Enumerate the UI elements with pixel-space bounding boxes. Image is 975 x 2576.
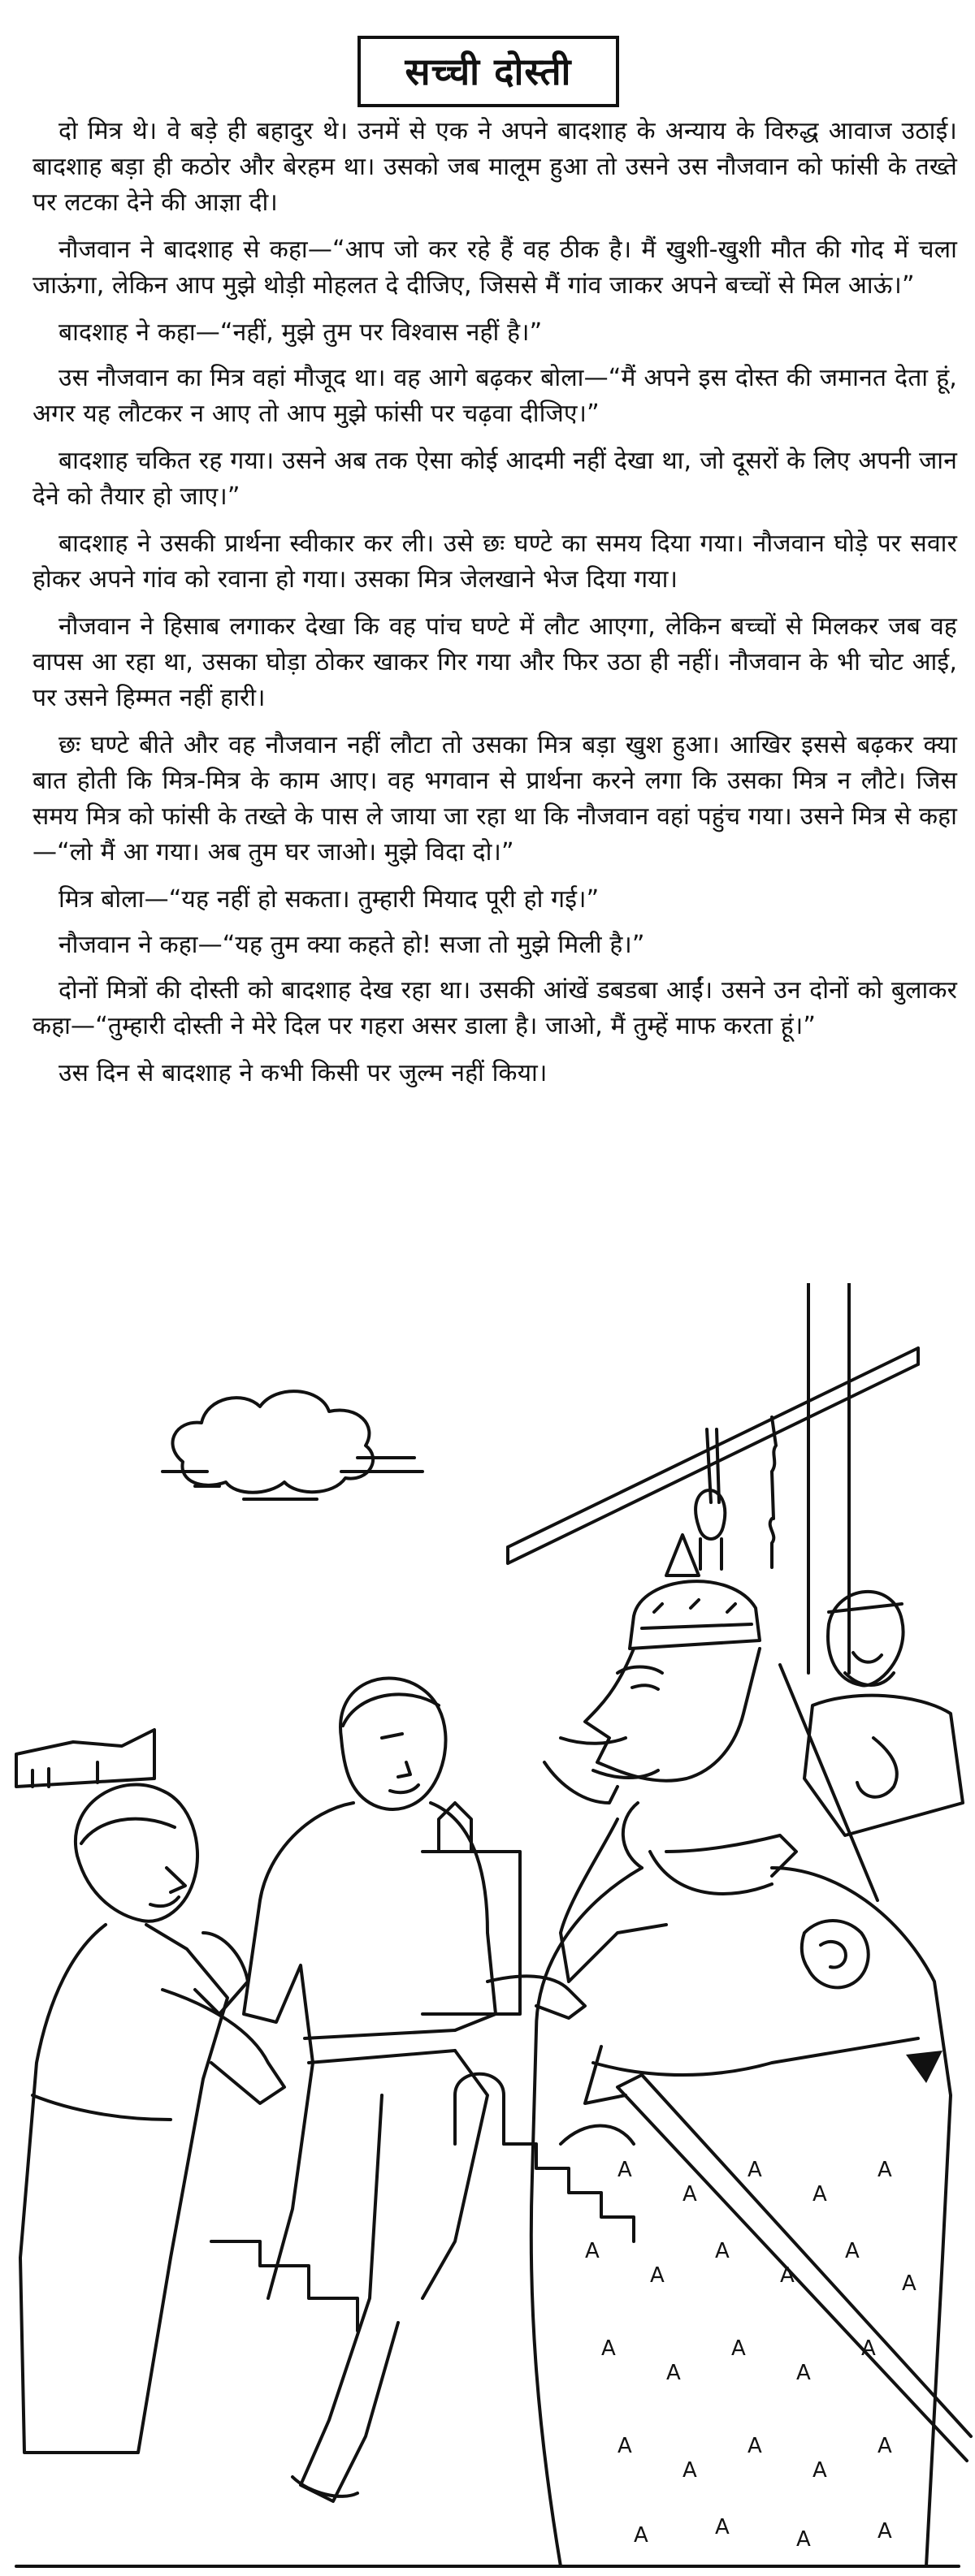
svg-text:A: A [715,2515,730,2539]
gallows-drawing [508,1283,918,1673]
story-paragraph: नौजवान ने हिसाब लगाकर देखा कि वह पांच घण्टे में लौट आएगा, लेकिन बच्चों से मिलकर जब वह वापस आ रहा था, उसका घोड़ा ठोकर खाकर गिर गया और फिर उठा ही नहीं। नौजवान के भी चोट आई, पर उसने हिम्मत नहीं हारी। [32,612,957,712]
story-paragraph: बादशाह ने उसकी प्रार्थना स्वीकार कर ली। उसे छः घण्टे का समय दिया गया। नौजवान घोड़े पर सवार होकर अपने गांव को रवाना हो गया। उसका मित्र जेलखाने भेज दिया गया। [32,529,957,594]
svg-text:A: A [812,2458,827,2483]
svg-text:A: A [601,2336,616,2361]
svg-text:A: A [666,2361,681,2385]
story-paragraph: उस नौजवान का मित्र वहां मौजूद था। वह आगे बढ़कर बोला—“मैं अपने इस दोस्त की जमानत देता हूं, अगर यह लौटकर न आए तो आप मुझे फांसी पर चढ़वा दीजिए।” [32,364,957,428]
svg-text:A: A [812,2182,827,2206]
story-text [32,114,957,1101]
svg-text:A: A [780,2263,795,2288]
svg-text:A: A [845,2239,860,2263]
svg-text:A: A [796,2527,811,2552]
svg-text:A: A [618,2434,632,2458]
svg-text:A: A [796,2361,811,2385]
story-paragraph: बादशाह चकित रह गया। उसने अब तक ऐसा कोई आदमी नहीं देखा था, जो दूसरों के लिए अपनी जान देने को तैयार हो जाए।” [32,447,957,511]
king-figure [531,1535,971,2566]
cloud-drawing [162,1391,422,1499]
svg-text:A: A [731,2336,746,2361]
svg-text:A: A [748,2434,762,2458]
svg-text:A: A [634,2523,648,2548]
story-paragraph: बादशाह ने कहा—“नहीं, मुझे तुम पर विश्वास नहीं है।” [58,318,543,347]
gallows-scene-drawing [0,1283,975,2576]
story-paragraph: मित्र बोला—“यह नहीं हो सकता। तुम्हारी मियाद पूरी हो गई।” [58,885,600,914]
story-illustration [0,1283,975,2576]
svg-text:A: A [715,2239,730,2263]
story-paragraph: दो मित्र थे। वे बड़े ही बहादुर थे। उनमें से एक ने अपने बादशाह के अन्याय के विरुद्ध आवाज उठाई। बादशाह बड़ा ही कठोर और बेरहम था। उसको जब मालूम हुआ तो उसने उस नौजवान को फांसी के तख्ते पर लटका देने की आज्ञा दी। [32,117,957,217]
story-paragraph: छः घण्टे बीते और वह नौजवान नहीं लौटा तो उसका मित्र बड़ा खुश हुआ। आखिर इससे बढ़कर क्या बात होती कि मित्र-मित्र के काम आए। वह भगवान से प्रार्थना करने लगा कि उसका मित्र न लौटे। जिस समय मित्र को फांसी के तख्ते के पास ले जाया जा रहा था कि नौजवान वहां पहुंच गया। उसने मित्र से कहा—“लो मैं आ गया। अब तुम घर जाओ। मुझे विदा दो।” [32,731,958,867]
story-paragraph: उस दिन से बादशाह ने कभी किसी पर जुल्म नहीं किया। [58,1059,548,1087]
story-paragraph: दोनों मित्रों की दोस्ती को बादशाह देख रहा था। उसकी आंखें डबडबा आईं। उसने उन दोनों को बुलाकर कहा—“तुम्हारी दोस्ती ने मेरे दिल पर गहरा असर डाला है। जाओ, मैं तुम्हें माफ करता हूं।” [32,976,957,1040]
svg-text:A: A [682,2458,697,2483]
left-friend-figure [20,1784,284,2453]
svg-text:A: A [650,2263,665,2288]
story-title: सच्ची दोस्ती [358,36,619,107]
robe-pattern [585,2051,942,2552]
svg-text:A: A [878,2434,892,2458]
svg-text:A: A [618,2158,632,2182]
svg-text:A: A [902,2271,916,2296]
story-paragraph: नौजवान ने कहा—“यह तुम क्या कहते हो! सजा तो मुझे मिली है।” [58,931,645,959]
svg-text:A: A [682,2182,697,2206]
svg-text:A: A [748,2158,762,2182]
svg-text:A: A [861,2336,876,2361]
svg-text:A: A [585,2239,600,2263]
village-background-drawing [16,1730,634,2331]
svg-text:A: A [878,2158,892,2182]
svg-text:A: A [878,2519,892,2544]
story-paragraph: नौजवान ने बादशाह से कहा—“आप जो कर रहे हैं वह ठीक है। मैं खुशी-खुशी मौत की गोद में चला जाऊंगा, लेकिन आप मुझे थोड़ी मोहलत दे दीजिए, जिससे मैं गांव जाकर अपने बच्चों से मिल आऊं।” [32,236,957,300]
